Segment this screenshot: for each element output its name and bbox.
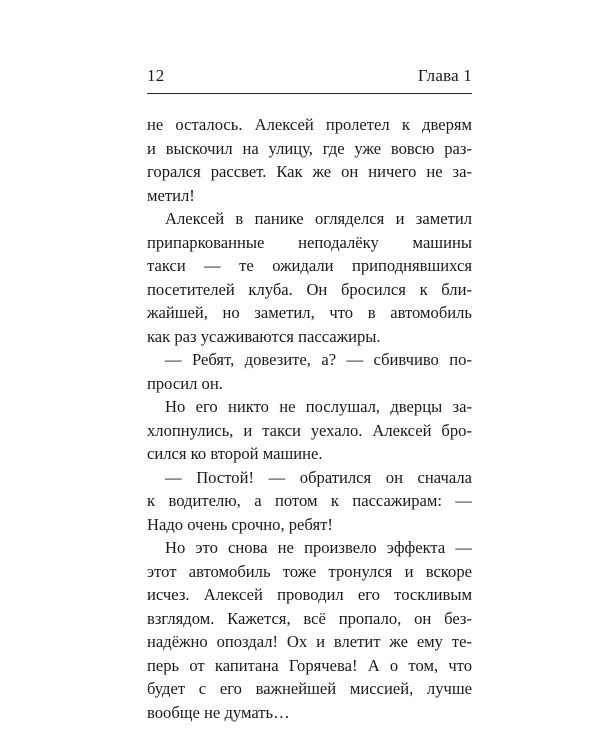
text-line: жайшей, но заметил, что в автомобиль	[147, 303, 472, 322]
text-line: хлопнулись, и такси уехало. Алексей бро-	[147, 420, 472, 440]
header-rule	[147, 93, 472, 94]
body-text	[147, 113, 472, 724]
text-line: перь от капитана Горячева! А о том, что	[147, 655, 472, 675]
text-line: как раз усаживаются пассажиры.	[147, 326, 381, 346]
text-line: вообще не думать…	[147, 702, 290, 722]
text-line: горался рассвет. Как же он ничего не за-	[147, 162, 472, 181]
text-line: к водителю, а потом к пассажирам: —	[147, 491, 472, 510]
text-line: Алексей в панике огляделся и заметил	[165, 209, 472, 228]
text-line: взглядом. Кажется, всё пропало, он без-	[147, 608, 472, 628]
text-line: — Ребят, довезите, а? — сбивчиво по-	[165, 350, 472, 369]
text-line: надёжно опоздал! Ох и влетит же ему те-	[147, 632, 472, 651]
text-line: — Постой! — обратился он сначала	[165, 467, 472, 487]
text-line: припаркованные неподалёку машины	[147, 232, 472, 252]
text-line: Но его никто не послушал, дверцы за-	[165, 397, 472, 416]
text-line: Надо очень срочно, ребят!	[147, 514, 333, 534]
running-head	[147, 66, 472, 92]
text-line: и выскочил на улицу, где уже вовсю раз-	[147, 138, 472, 158]
text-line: посетителей клуба. Он бросился к бли-	[147, 279, 472, 299]
text-line: метил!	[147, 185, 195, 205]
text-line: этот автомобиль тоже тронулся и вскоре	[147, 561, 472, 581]
text-line: не осталось. Алексей пролетел к дверям	[147, 115, 472, 134]
text-line: Но это снова не произвело эффекта —	[165, 538, 472, 557]
page-number: 12	[147, 66, 165, 85]
text-line: просил он.	[147, 373, 223, 393]
text-line: такси — те ожидали приподнявшихся	[147, 256, 472, 275]
text-line: сился ко второй машине.	[147, 444, 323, 463]
chapter-title: Глава 1	[417, 66, 472, 85]
text-line: будет с его важнейшей миссией, лучше	[147, 679, 472, 698]
text-line: исчез. Алексей проводил его тоскливым	[147, 585, 472, 604]
